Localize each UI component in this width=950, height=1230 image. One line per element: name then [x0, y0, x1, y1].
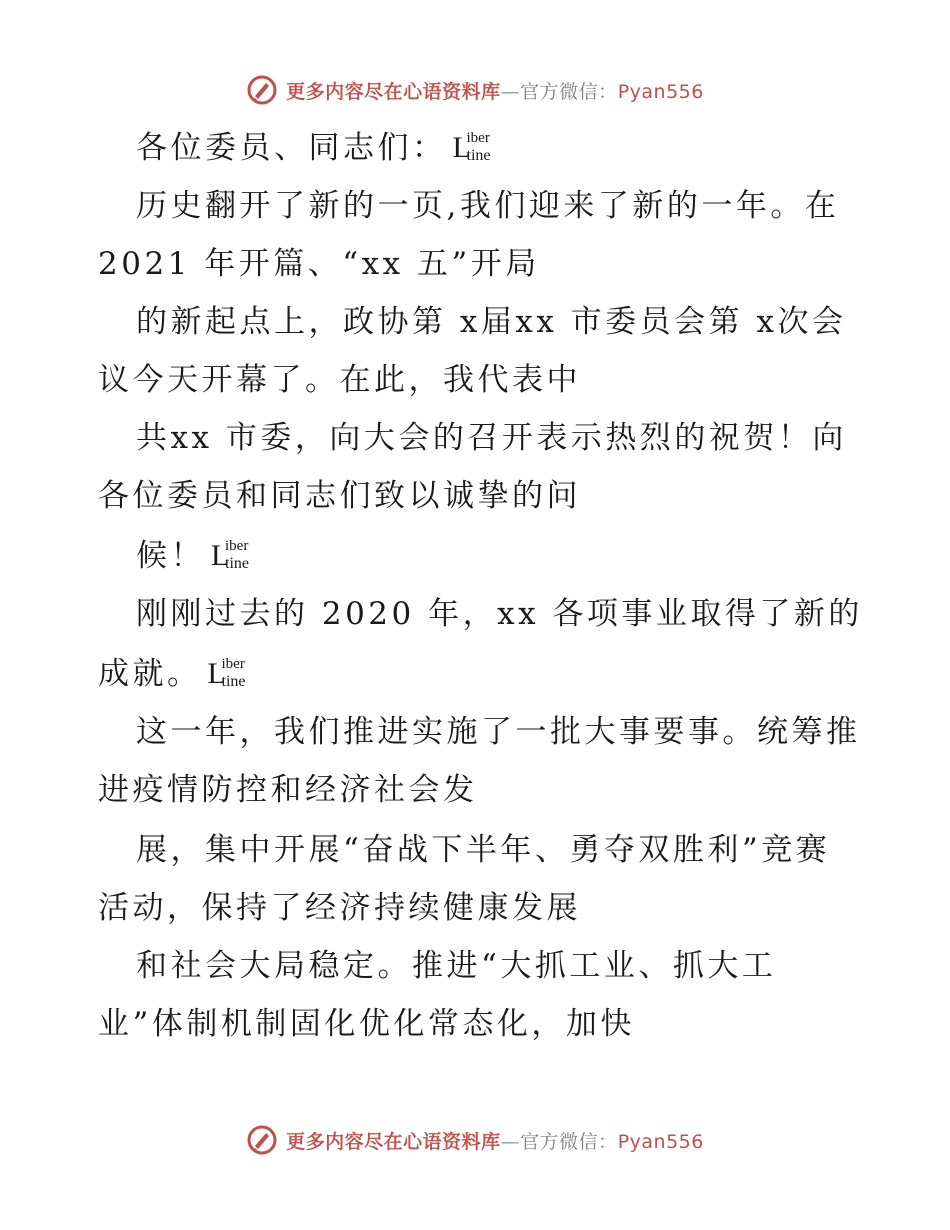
- text-line: 业”体制机制固化优化常态化，加快: [98, 1006, 635, 1042]
- text-line: 活动，保持了经济持续健康发展: [98, 890, 581, 926]
- text-line: 和社会大局稳定。推进“大抓工业、抓大工: [136, 948, 777, 984]
- text-line: 展，集中开展“奋战下半年、勇夺双胜利”竞赛: [136, 832, 831, 868]
- banner-text: 更多内容尽在心语资料库—官方微信：Pyan556: [286, 1130, 704, 1153]
- text-line: 议今天开幕了。在此，我代表中: [98, 362, 581, 398]
- text-line: 历史翻开了新的一页,我们迎来了新的一年。在: [136, 188, 840, 224]
- logo-icon: [246, 1124, 278, 1156]
- liber-tine-mark: L iber tine: [211, 538, 249, 572]
- text-line: 共xx 市委，向大会的召开表示热烈的祝贺！向: [136, 420, 847, 456]
- text-line: 各位委员、同志们： L iber tine: [136, 128, 501, 168]
- text-line: 的新起点上，政协第 x届xx 市委员会第 x次会: [136, 304, 847, 340]
- footer-banner: [0, 1120, 950, 1160]
- header-banner: [0, 70, 950, 110]
- text-line: 刚刚过去的 2020 年，xx 各项事业取得了新的: [136, 596, 863, 632]
- banner-text: 更多内容尽在心语资料库—官方微信：Pyan556: [286, 80, 704, 103]
- text-line: 进疫情防控和经济社会发: [98, 772, 478, 808]
- liber-tine-mark: L iber tine: [452, 130, 491, 164]
- liber-tine-mark: L iber tine: [207, 656, 246, 690]
- logo-icon: [246, 74, 278, 106]
- text-line: 2021 年开篇、“xx 五”开局: [98, 246, 540, 282]
- text-line: 成就。 L iber tine: [98, 654, 256, 694]
- text-line: 候！ L iber tine: [136, 536, 259, 576]
- text-line: 各位委员和同志们致以诚挚的问: [98, 478, 581, 514]
- text-line: 这一年，我们推进实施了一批大事要事。统筹推: [136, 714, 861, 750]
